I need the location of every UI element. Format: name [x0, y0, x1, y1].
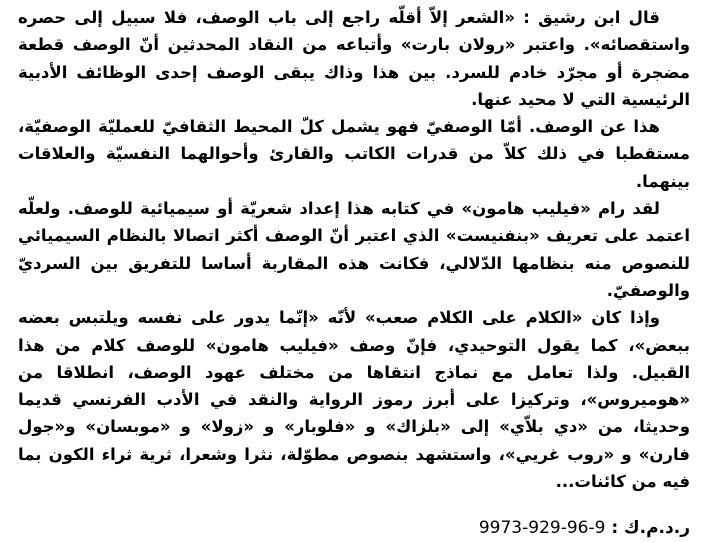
body-text [18, 4, 690, 495]
isbn-number: 9973-929-96-9 [478, 518, 606, 538]
paragraph-descriptive: هذا عن الوصف. أمّا الوصفيّ فهو يشمل كلّ المحيط الثقافيّ للعمليّة الوصفيّة، مستقطبا في ذلك كلاّ من قدرات الكاتب والقارئ وأحوالهما النفسيّة والعلاقات بينهما. [18, 117, 690, 191]
isbn-line [479, 516, 690, 540]
isbn-label: ر.د.م.ك : [611, 518, 690, 538]
paragraph-hamon-method: وإذا كان «الكلام على الكلام صعب» لأنّه «إنّما يدور على نفسه ويلتبس بعضه ببعض»، كما يقول التوحيدي، فإنّ وصف «فيليب هامون» للوصف كلام من هذا القبيل. ولذا تعامل مع نماذج انتقاها من مختلف عهود الوصف، انطلاقا من «هوميروس»، وتركيزا على أبرز رموز الرواية والنقد في الأدب الفرنسي قديما وحديثا، من «دي بلاّي» إلى «بلزاك» و «فلوبار» و «زولا» و «موبسان» و«جول فارن» و «روب غريي»، واستشهد بنصوص مطوّلة، نثرا وشعرا، ثرية ثراء الكون بما فيه من كائنات... [18, 308, 690, 492]
paragraph-hamon-poetics: لقد رام «فيليب هامون» في كتابه هذا إعداد شعريّة أو سيميائية للوصف. ولعلّه اعتمد على تعريف «بنفنيست» الذي اعتبر أنّ الوصف أكثر اتصالا بالنظام السيميائي للنصوص منه بنظامها الدّلالي، فكانت هذه المقاربة أساسا للتفريق بين السرديّ والوصفيّ. [18, 199, 690, 300]
paragraph-intro: قال ابن رشيق : «الشعر إلاّ أقلّه راجع إلى باب الوصف، فلا سبيل إلى حصره واستقصائه». واعتبر «رولان بارت» وأتباعه من النقاد المحدثين أنّ الوصف قطعة مضجرة أو مجرّد خادم للسرد. بين هذا وذاك يبقى الوصف إحدى الوظائف الأدبية الرئيسية التي لا محيد عنها. [18, 8, 690, 109]
